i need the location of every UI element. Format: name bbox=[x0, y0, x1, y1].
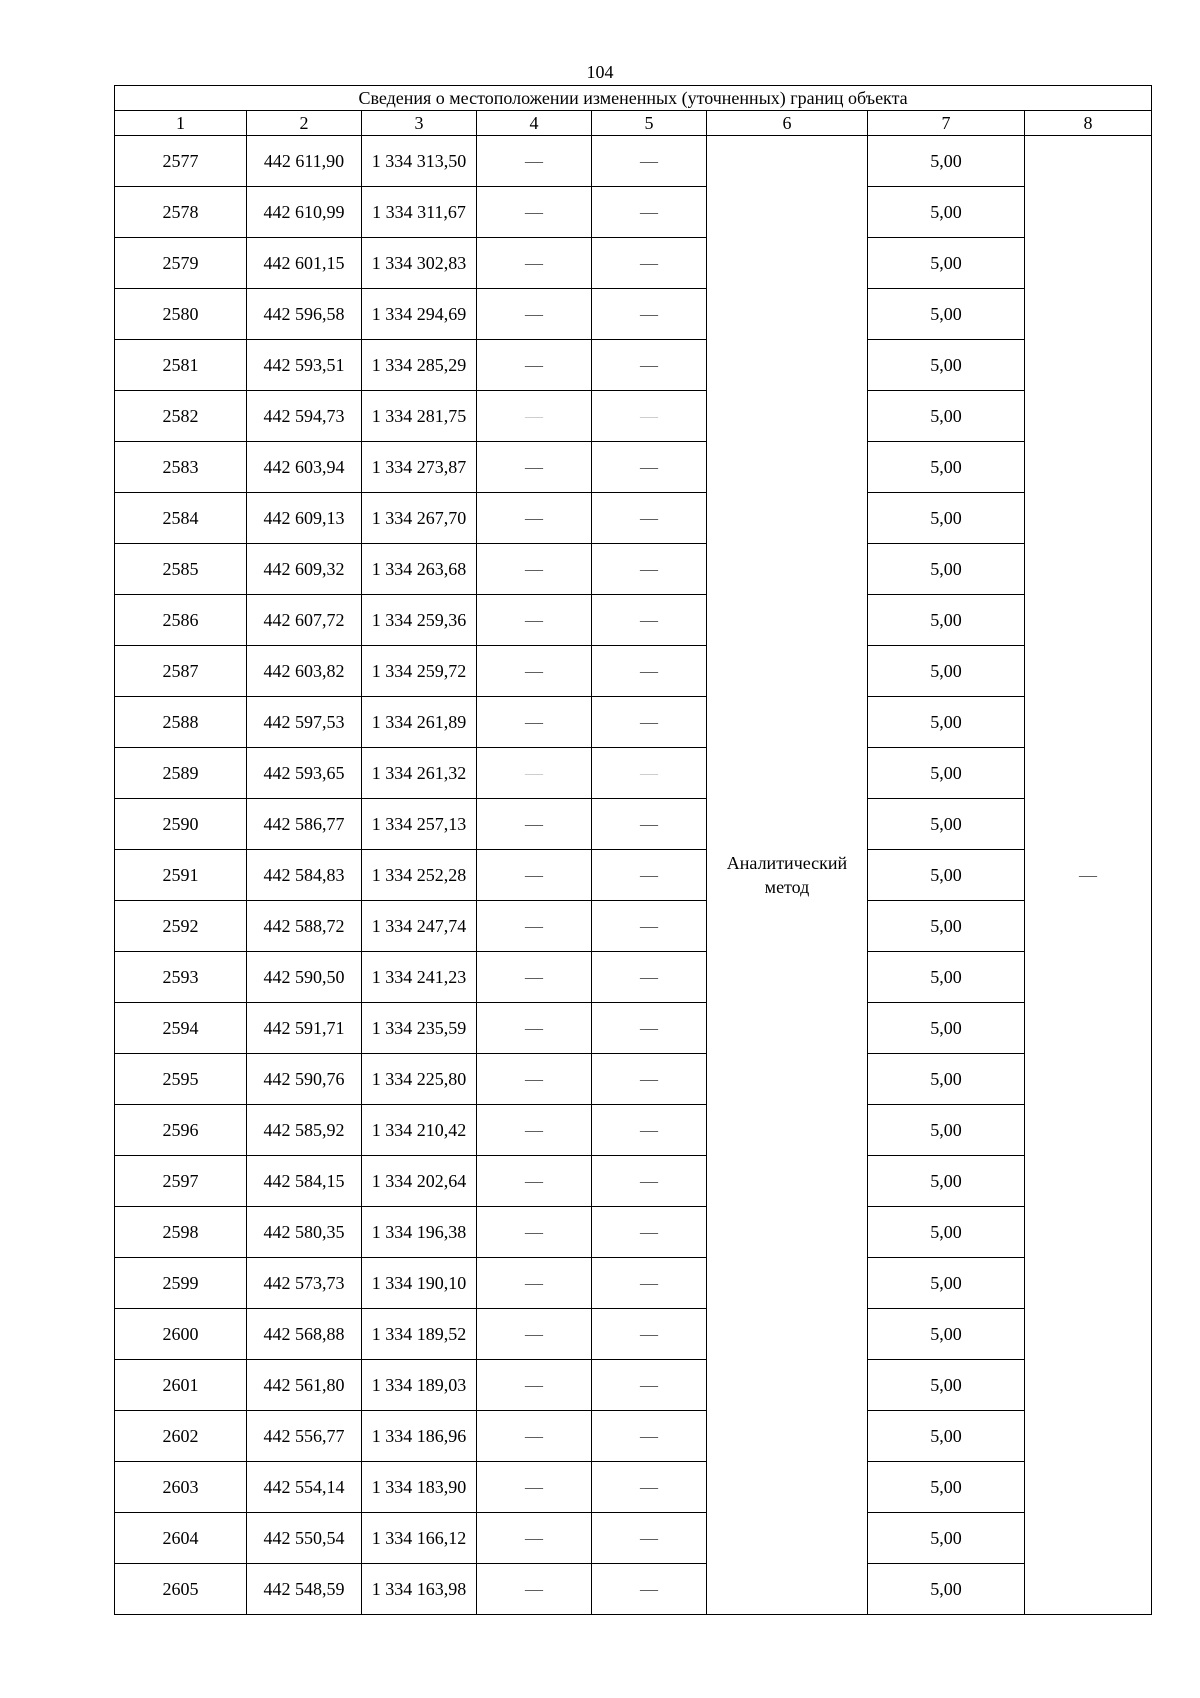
accuracy-cell: 5,00 bbox=[868, 1309, 1025, 1360]
accuracy-cell: 5,00 bbox=[868, 1258, 1025, 1309]
point-number-cell: 2596 bbox=[115, 1105, 247, 1156]
y-coordinate-cell: 1 334 183,90 bbox=[362, 1462, 477, 1513]
y-coordinate-cell: 1 334 257,13 bbox=[362, 799, 477, 850]
table-body bbox=[115, 136, 1152, 1615]
x-coordinate-cell: 442 580,35 bbox=[247, 1207, 362, 1258]
y-coordinate-cell: 1 334 241,23 bbox=[362, 952, 477, 1003]
x-coordinate-cell: 442 588,72 bbox=[247, 901, 362, 952]
table-row bbox=[115, 799, 1152, 850]
point-number-cell: 2603 bbox=[115, 1462, 247, 1513]
accuracy-cell: 5,00 bbox=[868, 1564, 1025, 1615]
y-coordinate-cell: 1 334 196,38 bbox=[362, 1207, 477, 1258]
y-coordinate-cell: 1 334 235,59 bbox=[362, 1003, 477, 1054]
column-5-cell: — bbox=[592, 1309, 707, 1360]
y-coordinate-cell: 1 334 281,75 bbox=[362, 391, 477, 442]
column-5-cell: — bbox=[592, 595, 707, 646]
column-5-cell: — bbox=[592, 238, 707, 289]
table-row bbox=[115, 136, 1152, 187]
y-coordinate-cell: 1 334 210,42 bbox=[362, 1105, 477, 1156]
table-row bbox=[115, 1462, 1152, 1513]
table-row bbox=[115, 238, 1152, 289]
point-number-cell: 2590 bbox=[115, 799, 247, 850]
accuracy-cell: 5,00 bbox=[868, 493, 1025, 544]
column-5-cell: — bbox=[592, 1462, 707, 1513]
column-number-row bbox=[115, 111, 1152, 136]
boundary-coordinates-table bbox=[114, 85, 1152, 1615]
table-row bbox=[115, 850, 1152, 901]
point-number-cell: 2602 bbox=[115, 1411, 247, 1462]
column-4-cell: — bbox=[477, 1411, 592, 1462]
x-coordinate-cell: 442 610,99 bbox=[247, 187, 362, 238]
column-number: 2 bbox=[247, 111, 362, 136]
accuracy-cell: 5,00 bbox=[868, 1054, 1025, 1105]
column-number: 5 bbox=[592, 111, 707, 136]
table-row bbox=[115, 1360, 1152, 1411]
accuracy-cell: 5,00 bbox=[868, 595, 1025, 646]
column-5-cell: — bbox=[592, 697, 707, 748]
column-4-cell: — bbox=[477, 1156, 592, 1207]
table-row bbox=[115, 1003, 1152, 1054]
column-5-cell: — bbox=[592, 952, 707, 1003]
x-coordinate-cell: 442 573,73 bbox=[247, 1258, 362, 1309]
column-4-cell: — bbox=[477, 544, 592, 595]
column-number: 8 bbox=[1025, 111, 1152, 136]
accuracy-cell: 5,00 bbox=[868, 1105, 1025, 1156]
point-number-cell: 2599 bbox=[115, 1258, 247, 1309]
column-5-cell: — bbox=[592, 1564, 707, 1615]
table-row bbox=[115, 289, 1152, 340]
table-row bbox=[115, 748, 1152, 799]
table-row bbox=[115, 442, 1152, 493]
accuracy-cell: 5,00 bbox=[868, 544, 1025, 595]
accuracy-cell: 5,00 bbox=[868, 238, 1025, 289]
point-number-cell: 2583 bbox=[115, 442, 247, 493]
accuracy-cell: 5,00 bbox=[868, 799, 1025, 850]
x-coordinate-cell: 442 594,73 bbox=[247, 391, 362, 442]
point-number-cell: 2589 bbox=[115, 748, 247, 799]
table-row bbox=[115, 1513, 1152, 1564]
x-coordinate-cell: 442 584,15 bbox=[247, 1156, 362, 1207]
accuracy-cell: 5,00 bbox=[868, 1003, 1025, 1054]
table-row bbox=[115, 595, 1152, 646]
table-row bbox=[115, 1411, 1152, 1462]
x-coordinate-cell: 442 585,92 bbox=[247, 1105, 362, 1156]
column-5-cell: — bbox=[592, 493, 707, 544]
column-4-cell: — bbox=[477, 595, 592, 646]
x-coordinate-cell: 442 597,53 bbox=[247, 697, 362, 748]
column-4-cell: — bbox=[477, 1462, 592, 1513]
table-row bbox=[115, 340, 1152, 391]
column-4-cell: — bbox=[477, 697, 592, 748]
accuracy-cell: 5,00 bbox=[868, 952, 1025, 1003]
point-number-cell: 2577 bbox=[115, 136, 247, 187]
table-row bbox=[115, 646, 1152, 697]
y-coordinate-cell: 1 334 259,72 bbox=[362, 646, 477, 697]
x-coordinate-cell: 442 554,14 bbox=[247, 1462, 362, 1513]
x-coordinate-cell: 442 561,80 bbox=[247, 1360, 362, 1411]
column-4-cell: — bbox=[477, 340, 592, 391]
x-coordinate-cell: 442 586,77 bbox=[247, 799, 362, 850]
accuracy-cell: 5,00 bbox=[868, 748, 1025, 799]
column-8-cell: — bbox=[1025, 136, 1152, 1615]
column-4-cell: — bbox=[477, 1207, 592, 1258]
x-coordinate-cell: 442 593,65 bbox=[247, 748, 362, 799]
table-row bbox=[115, 1105, 1152, 1156]
table-row bbox=[115, 1054, 1152, 1105]
accuracy-cell: 5,00 bbox=[868, 646, 1025, 697]
column-4-cell: — bbox=[477, 391, 592, 442]
y-coordinate-cell: 1 334 311,67 bbox=[362, 187, 477, 238]
column-5-cell: — bbox=[592, 289, 707, 340]
point-number-cell: 2587 bbox=[115, 646, 247, 697]
point-number-cell: 2592 bbox=[115, 901, 247, 952]
column-4-cell: — bbox=[477, 1054, 592, 1105]
column-number: 1 bbox=[115, 111, 247, 136]
column-5-cell: — bbox=[592, 646, 707, 697]
column-4-cell: — bbox=[477, 493, 592, 544]
x-coordinate-cell: 442 609,32 bbox=[247, 544, 362, 595]
accuracy-cell: 5,00 bbox=[868, 901, 1025, 952]
point-number-cell: 2580 bbox=[115, 289, 247, 340]
point-number-cell: 2581 bbox=[115, 340, 247, 391]
x-coordinate-cell: 442 596,58 bbox=[247, 289, 362, 340]
table-row bbox=[115, 901, 1152, 952]
column-5-cell: — bbox=[592, 901, 707, 952]
table-row bbox=[115, 391, 1152, 442]
accuracy-cell: 5,00 bbox=[868, 340, 1025, 391]
column-4-cell: — bbox=[477, 850, 592, 901]
point-number-cell: 2605 bbox=[115, 1564, 247, 1615]
point-number-cell: 2591 bbox=[115, 850, 247, 901]
y-coordinate-cell: 1 334 166,12 bbox=[362, 1513, 477, 1564]
point-number-cell: 2601 bbox=[115, 1360, 247, 1411]
accuracy-cell: 5,00 bbox=[868, 1411, 1025, 1462]
point-number-cell: 2585 bbox=[115, 544, 247, 595]
point-number-cell: 2579 bbox=[115, 238, 247, 289]
y-coordinate-cell: 1 334 190,10 bbox=[362, 1258, 477, 1309]
column-5-cell: — bbox=[592, 748, 707, 799]
column-4-cell: — bbox=[477, 442, 592, 493]
point-number-cell: 2595 bbox=[115, 1054, 247, 1105]
accuracy-cell: 5,00 bbox=[868, 1360, 1025, 1411]
point-number-cell: 2582 bbox=[115, 391, 247, 442]
column-4-cell: — bbox=[477, 187, 592, 238]
column-4-cell: — bbox=[477, 289, 592, 340]
x-coordinate-cell: 442 603,94 bbox=[247, 442, 362, 493]
y-coordinate-cell: 1 334 261,89 bbox=[362, 697, 477, 748]
column-number: 6 bbox=[707, 111, 868, 136]
x-coordinate-cell: 442 548,59 bbox=[247, 1564, 362, 1615]
column-number: 3 bbox=[362, 111, 477, 136]
x-coordinate-cell: 442 593,51 bbox=[247, 340, 362, 391]
column-5-cell: — bbox=[592, 136, 707, 187]
table-row bbox=[115, 1309, 1152, 1360]
column-5-cell: — bbox=[592, 1360, 707, 1411]
accuracy-cell: 5,00 bbox=[868, 442, 1025, 493]
accuracy-cell: 5,00 bbox=[868, 187, 1025, 238]
column-5-cell: — bbox=[592, 1003, 707, 1054]
x-coordinate-cell: 442 601,15 bbox=[247, 238, 362, 289]
point-number-cell: 2598 bbox=[115, 1207, 247, 1258]
accuracy-cell: 5,00 bbox=[868, 391, 1025, 442]
column-5-cell: — bbox=[592, 1105, 707, 1156]
table-row bbox=[115, 544, 1152, 595]
x-coordinate-cell: 442 603,82 bbox=[247, 646, 362, 697]
point-number-cell: 2600 bbox=[115, 1309, 247, 1360]
page-number: 104 bbox=[586, 62, 614, 82]
table-row bbox=[115, 187, 1152, 238]
table-row bbox=[115, 1258, 1152, 1309]
column-5-cell: — bbox=[592, 391, 707, 442]
column-4-cell: — bbox=[477, 1258, 592, 1309]
column-4-cell: — bbox=[477, 1513, 592, 1564]
x-coordinate-cell: 442 568,88 bbox=[247, 1309, 362, 1360]
x-coordinate-cell: 442 584,83 bbox=[247, 850, 362, 901]
table-row bbox=[115, 1207, 1152, 1258]
column-number: 4 bbox=[477, 111, 592, 136]
column-5-cell: — bbox=[592, 799, 707, 850]
point-number-cell: 2594 bbox=[115, 1003, 247, 1054]
column-5-cell: — bbox=[592, 1513, 707, 1564]
point-number-cell: 2593 bbox=[115, 952, 247, 1003]
column-5-cell: — bbox=[592, 1411, 707, 1462]
column-5-cell: — bbox=[592, 187, 707, 238]
x-coordinate-cell: 442 607,72 bbox=[247, 595, 362, 646]
table-row bbox=[115, 1156, 1152, 1207]
column-4-cell: — bbox=[477, 1564, 592, 1615]
column-5-cell: — bbox=[592, 1258, 707, 1309]
point-number-cell: 2584 bbox=[115, 493, 247, 544]
column-4-cell: — bbox=[477, 799, 592, 850]
table-row bbox=[115, 697, 1152, 748]
y-coordinate-cell: 1 334 259,36 bbox=[362, 595, 477, 646]
y-coordinate-cell: 1 334 273,87 bbox=[362, 442, 477, 493]
column-4-cell: — bbox=[477, 238, 592, 289]
accuracy-cell: 5,00 bbox=[868, 1462, 1025, 1513]
accuracy-cell: 5,00 bbox=[868, 136, 1025, 187]
y-coordinate-cell: 1 334 313,50 bbox=[362, 136, 477, 187]
y-coordinate-cell: 1 334 294,69 bbox=[362, 289, 477, 340]
column-4-cell: — bbox=[477, 952, 592, 1003]
x-coordinate-cell: 442 609,13 bbox=[247, 493, 362, 544]
column-4-cell: — bbox=[477, 136, 592, 187]
table-row bbox=[115, 952, 1152, 1003]
point-number-cell: 2604 bbox=[115, 1513, 247, 1564]
table-row bbox=[115, 493, 1152, 544]
x-coordinate-cell: 442 590,50 bbox=[247, 952, 362, 1003]
y-coordinate-cell: 1 334 189,03 bbox=[362, 1360, 477, 1411]
column-5-cell: — bbox=[592, 442, 707, 493]
x-coordinate-cell: 442 556,77 bbox=[247, 1411, 362, 1462]
column-5-cell: — bbox=[592, 850, 707, 901]
method-cell: Аналитический метод bbox=[707, 136, 868, 1615]
y-coordinate-cell: 1 334 186,96 bbox=[362, 1411, 477, 1462]
accuracy-cell: 5,00 bbox=[868, 289, 1025, 340]
column-5-cell: — bbox=[592, 340, 707, 391]
column-number: 7 bbox=[868, 111, 1025, 136]
y-coordinate-cell: 1 334 285,29 bbox=[362, 340, 477, 391]
y-coordinate-cell: 1 334 189,52 bbox=[362, 1309, 477, 1360]
column-4-cell: — bbox=[477, 646, 592, 697]
point-number-cell: 2588 bbox=[115, 697, 247, 748]
column-5-cell: — bbox=[592, 1207, 707, 1258]
accuracy-cell: 5,00 bbox=[868, 1513, 1025, 1564]
column-4-cell: — bbox=[477, 748, 592, 799]
table-row bbox=[115, 1564, 1152, 1615]
point-number-cell: 2578 bbox=[115, 187, 247, 238]
column-5-cell: — bbox=[592, 1054, 707, 1105]
y-coordinate-cell: 1 334 302,83 bbox=[362, 238, 477, 289]
x-coordinate-cell: 442 591,71 bbox=[247, 1003, 362, 1054]
column-5-cell: — bbox=[592, 1156, 707, 1207]
point-number-cell: 2597 bbox=[115, 1156, 247, 1207]
x-coordinate-cell: 442 550,54 bbox=[247, 1513, 362, 1564]
column-4-cell: — bbox=[477, 901, 592, 952]
column-4-cell: — bbox=[477, 1360, 592, 1411]
accuracy-cell: 5,00 bbox=[868, 850, 1025, 901]
y-coordinate-cell: 1 334 263,68 bbox=[362, 544, 477, 595]
y-coordinate-cell: 1 334 261,32 bbox=[362, 748, 477, 799]
y-coordinate-cell: 1 334 267,70 bbox=[362, 493, 477, 544]
x-coordinate-cell: 442 611,90 bbox=[247, 136, 362, 187]
y-coordinate-cell: 1 334 252,28 bbox=[362, 850, 477, 901]
accuracy-cell: 5,00 bbox=[868, 697, 1025, 748]
x-coordinate-cell: 442 590,76 bbox=[247, 1054, 362, 1105]
column-5-cell: — bbox=[592, 544, 707, 595]
y-coordinate-cell: 1 334 202,64 bbox=[362, 1156, 477, 1207]
column-4-cell: — bbox=[477, 1003, 592, 1054]
column-4-cell: — bbox=[477, 1309, 592, 1360]
y-coordinate-cell: 1 334 225,80 bbox=[362, 1054, 477, 1105]
accuracy-cell: 5,00 bbox=[868, 1207, 1025, 1258]
accuracy-cell: 5,00 bbox=[868, 1156, 1025, 1207]
table-title: Сведения о местоположении измененных (уточненных) границ объекта bbox=[115, 86, 1152, 111]
y-coordinate-cell: 1 334 163,98 bbox=[362, 1564, 477, 1615]
y-coordinate-cell: 1 334 247,74 bbox=[362, 901, 477, 952]
point-number-cell: 2586 bbox=[115, 595, 247, 646]
column-4-cell: — bbox=[477, 1105, 592, 1156]
